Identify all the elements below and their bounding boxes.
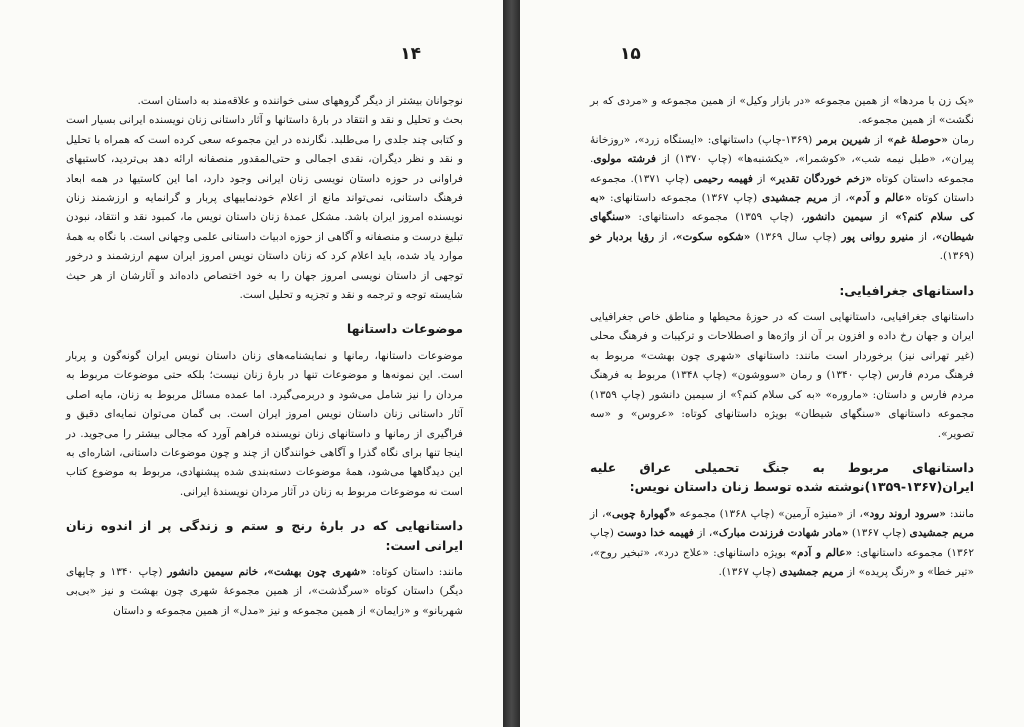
section-heading: موضوعات داستانها xyxy=(346,321,463,337)
paragraph: بحث و تحلیل و نقد و انتقاد در بارهٔ داستانها و آثار داستانی زنان نویسنده ایرانی بسیار است و کتابی چند جلدی را می‌طلبد. نگارنده در این مجموعه سعی کرده است که همراه با تحلیل و نقد و نظر دیگران، نقدی اجمالی و حتی‌المقدور منصفانه ارائه دهد بی‌تردید، کاستیهای فراوانی در حوزه داستان نویسی زنان ایرانی وجود دارد، اما این کاستیها در همه ابعاد فرهنگ داستانی، نمی‌تواند مانع از اعلام خودنماییهای پربار و گرانمایه و ارزشمند زنان نویسنده امروز ایران باشد. مشکل عمدهٔ زنان داستان نویس ما، کمبود نقد و انتقاد، نبودن تبلیغ درست و منصفانه و آگاهی از حوزه ادبیات داستانی علمی وجهانی است. با نگاه به همهٔ موارد یاد شده، باید اعلام کرد که زنان داستان نویس امروز ایران سهم ارزشمند و درخور توجهی از داستان نویسی امروز جهان را به خود اختصاص داده‌اند و آثارشان از هر حیث شایسته توجه و ترجمه و نقد و تجزیه و تحلیل است. xyxy=(66,114,463,302)
paragraph: داستانهای جغرافیایی، داستانهایی است که در حوزهٔ محیطها و مناطق خاص جغرافیایی ایران و جهان رخ داده و افزون بر آن از واژه‌ها و اصطلاحات و ترکیبات و فرهنگ محلی (غیر تهرانی نیز) برخوردار است مانند: داستانهای «شهری چون بهشت» مربوط به فرهنگ مردم فارس (چاپ ۱۳۴۰) و رمان «سووشون» (چاپ ۱۳۴۸) مربوط به فرهنگ مردم فارس و داستان: «ماروره» «به کی سلام کنم؟» از سیمین دانشور (چاپ ۱۳۵۹) مجموعه داستانهای «سنگهای شیطان» بویژه داستانهای کوتاه: «عروس» و «سه تصویر». xyxy=(590,311,974,440)
page-body xyxy=(66,92,463,621)
paragraph: رمان «حوصلهٔ غم» از شیرین برمر (۱۳۶۹-چاپ) داستانهای: «ایستگاه زرد»، «روزخانهٔ پیران»، «طبل نیمه شب»، «کوشمرا»، «یکشنبه‌ها» (چاپ ۱۳۷۰) از فرشته مولوی. مجموعه داستان کوتاه «زخم خوردگان تقدیر» از فهیمه رحیمی (چاپ ۱۳۷۱). مجموعه داستان کوتاه «عالم و آدم»، از مریم جمشیدی (چاپ ۱۳۶۷) مجموعه داستانهای: «به کی سلام کنم؟» از سیمین دانشور، (چاپ ۱۳۵۹) مجموعه داستانهای: «سنگهای شیطان»، از منیرو روانی پور (چاپ سال ۱۳۶۹) «شکوه سکوت»، از رؤیا بردبار خو (۱۳۶۹). xyxy=(590,133,975,263)
page-number: ۱۴ xyxy=(400,44,421,64)
page-number: ۱۵ xyxy=(620,44,641,64)
paragraph: مانند: داستان کوتاه: «شهری چون بهشت»، خانم سیمین دانشور (چاپ ۱۳۴۰ و چاپهای دیگر) داستان کوتاه «سرگذشت»، از همین مجموعهٔ شهری چون بهشت و نیز «بی‌بی شهربانو» و «زایمان» از همین مجموعه و نیز «مدل» از همین مجموعه و داستان xyxy=(66,565,463,617)
section-heading: داستانهایی که در بارهٔ رنج و ستم و زندگی پر از اندوه زنان ایرانی است: xyxy=(66,518,463,553)
paragraph: نوجوانان بیشتر از دیگر گروههای سنی خواننده و علاقه‌مند به داستان است. xyxy=(137,95,463,107)
left-page xyxy=(0,0,503,727)
book-gutter xyxy=(503,0,520,727)
right-page xyxy=(520,0,1024,727)
page-body xyxy=(590,92,974,582)
section-heading: داستانهای جغرافیایی: xyxy=(839,282,974,298)
paragraph: «یک زن با مردها» از همین مجموعه «در بازار وکیل» از همین مجموعه و «مردی که بر نگشت» از همین مجموعه. xyxy=(590,95,974,127)
section-heading: داستانهای مربوط به جنگ تحمیلی عراق علیه ایران(۱۳۶۷-۱۳۵۹)نوشته شده توسط زنان داستان نویس: xyxy=(590,459,974,495)
paragraph: موضوعات داستانها، رمانها و نمایشنامه‌های زنان داستان نویس ایران گونه‌گون و پربار است. این نمونه‌ها و موضوعات تنها در بارهٔ زنان نیست؛ بلکه حتی موضوعات مربوط به مردان را نیز شامل می‌شود و دربرمی‌گیرد. اما عمده مسائل مربوط به زنان، مایه اصلی آثار داستانی زنان داستان نویس امروز ایران است. بی گمان می‌توان نمایه‌ای دقیق و فراگیری از رمانها و داستانهای زنان نویسنده فراهم آورد که مجالی بیشتر را می‌جوید. در اینجا تنها برای نگاه گذرا و آگاهی خوانندگان از چند و چون موضوعات داستانی، اشاره‌ای به این دیدگاهها می‌شود، همهٔ موضوعات دسته‌بندی شده پیشنهادی، مربوط به موضوع کتاب است نه موضوعات مربوط به زنان در آثار مردان نویسندهٔ ایرانی. xyxy=(66,349,463,498)
paragraph: مانند: «سرود اروند رود»، از «منیژه آرمین» (چاپ ۱۳۶۸) مجموعه «گهوارهٔ چوبی»، از مریم جمشیدی (چاپ ۱۳۶۷) «مادر شهادت فرزندت مبارک»، از فهیمه خدا دوست (چاپ ۱۳۶۲) مجموعه داستانهای: «عالم و آدم» بویژه داستانهای: «علاج درد»، «تبخیر روح»، «تیر خطا» و «رنگ پریده» از مریم جمشیدی (چاپ ۱۳۶۷). xyxy=(590,507,975,578)
